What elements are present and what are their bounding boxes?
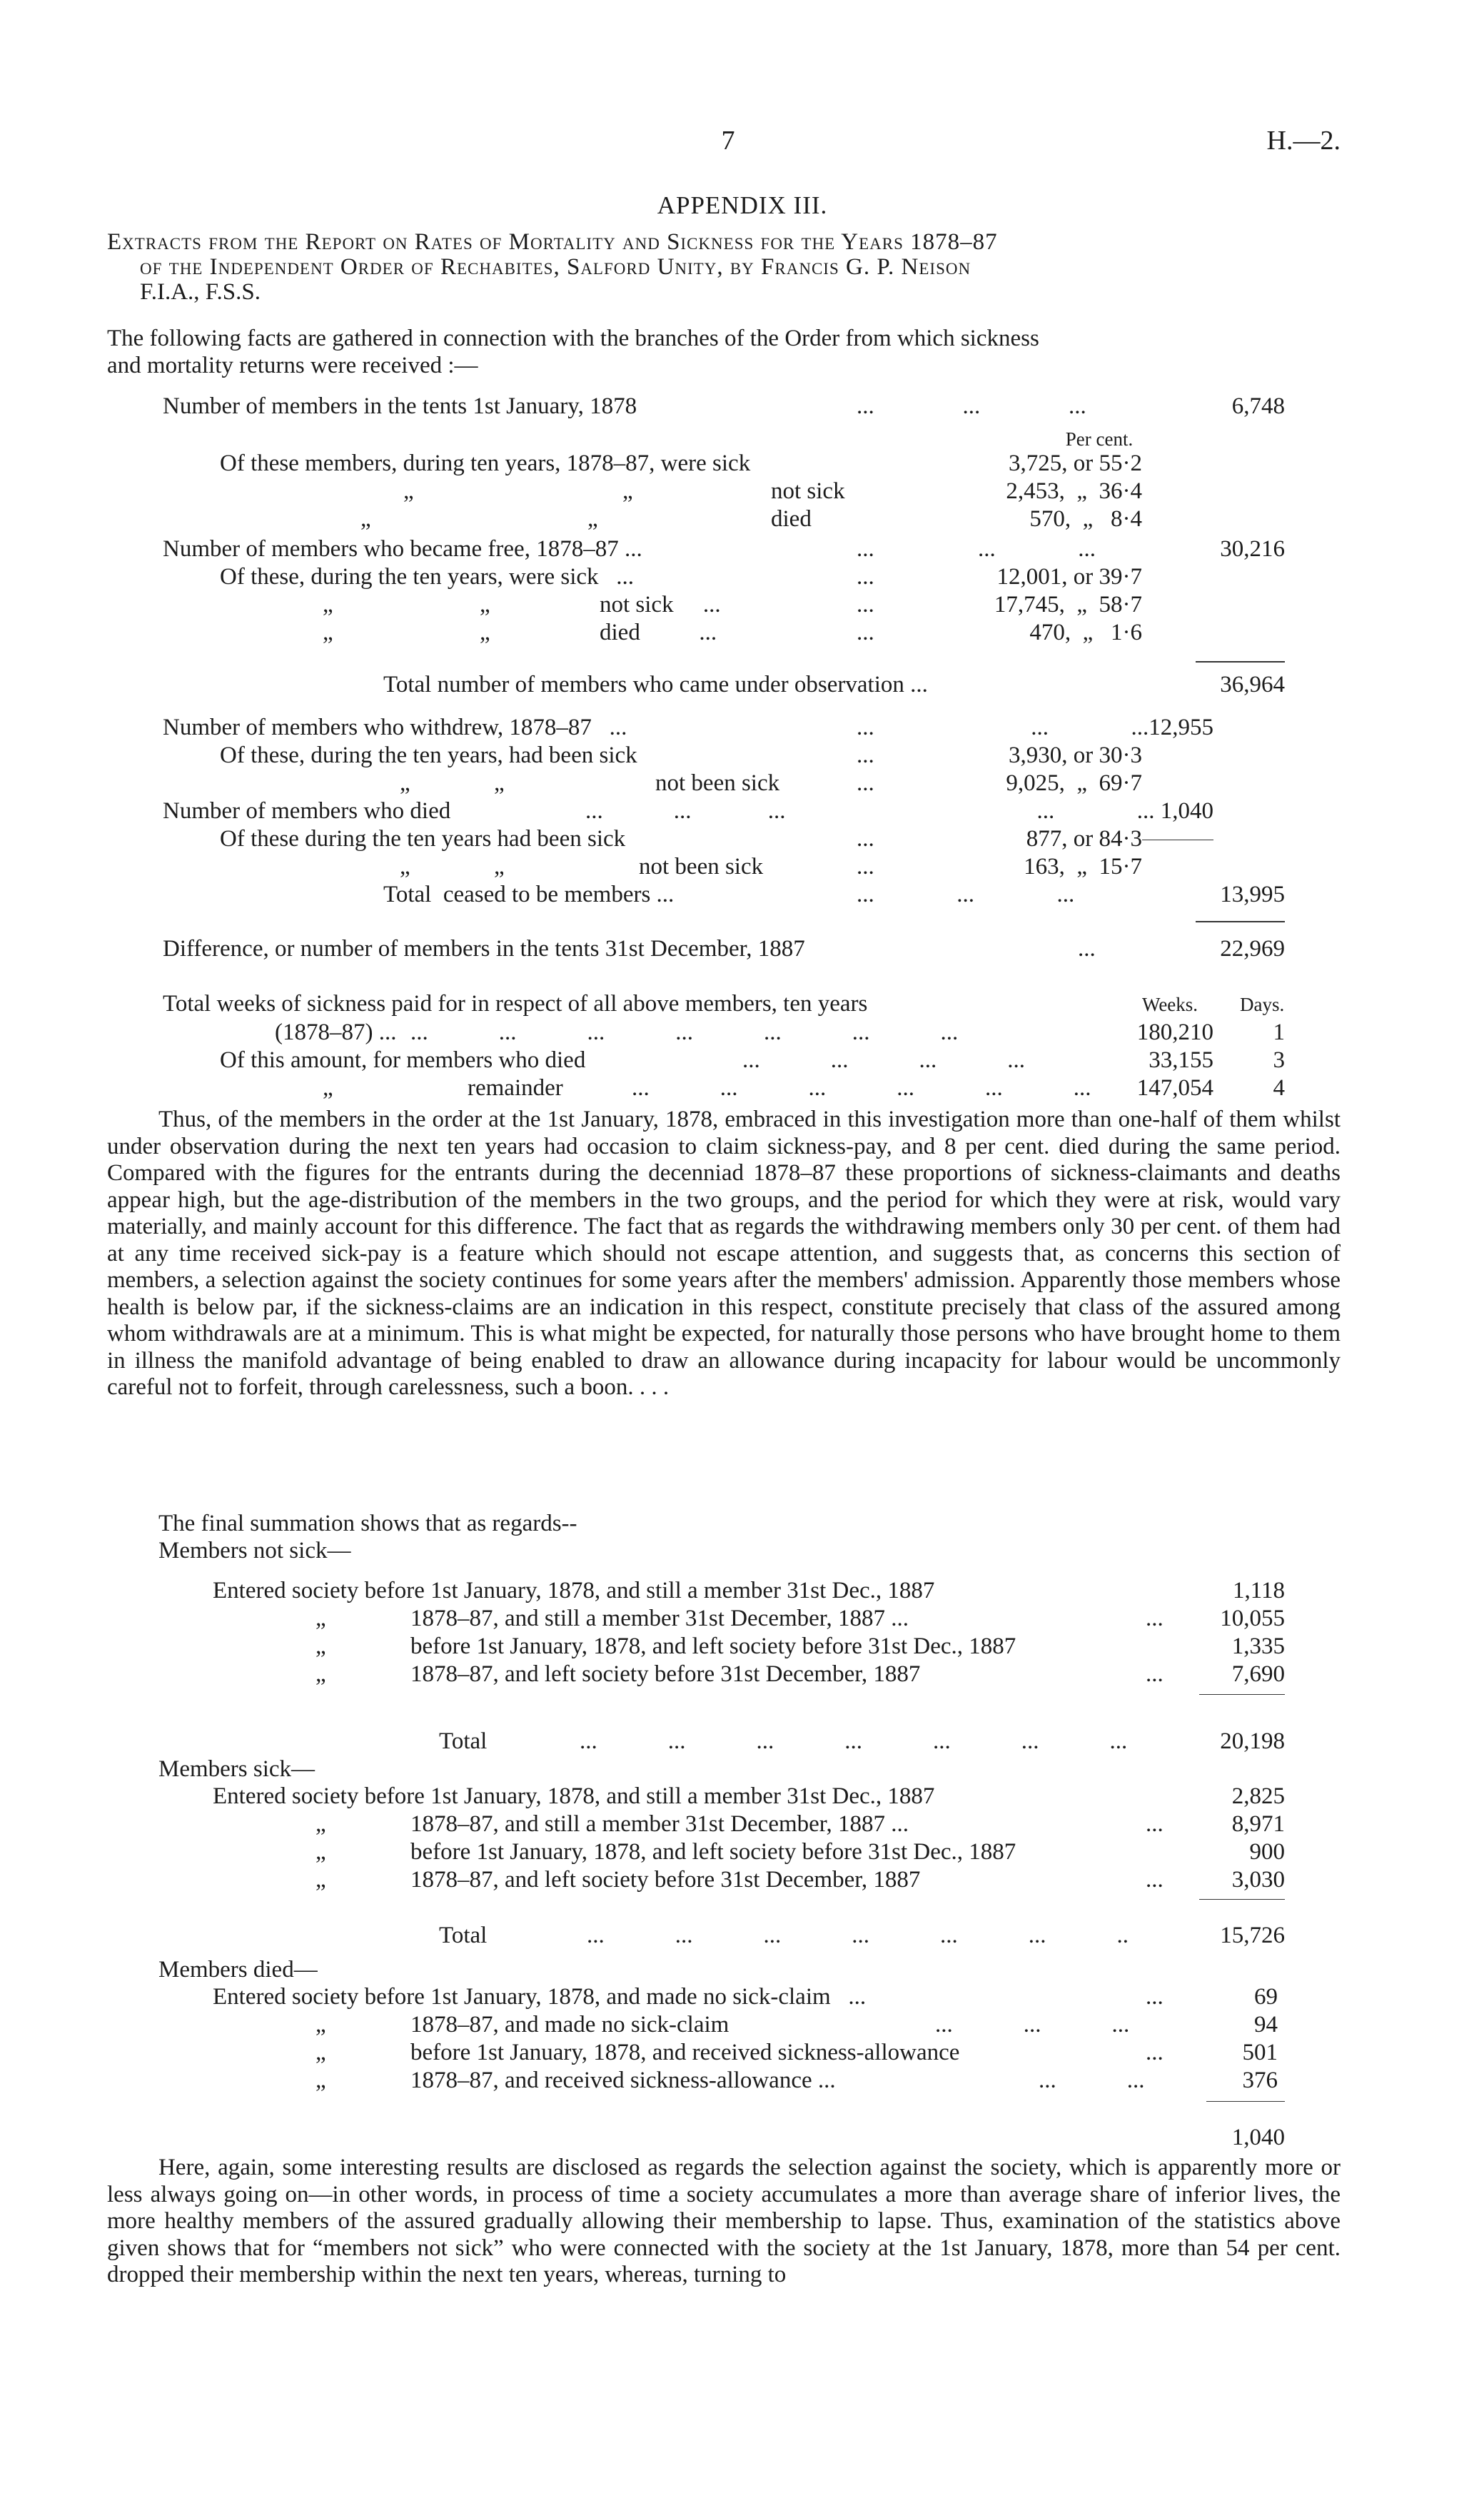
summation-row-dots: ... (1146, 1867, 1164, 1893)
row-withdrew-value: ... ...12,955 (1031, 715, 1213, 740)
subtitle-line-3: F.I.A., F.S.S. (140, 279, 261, 305)
appendix-title: APPENDIX III. (657, 191, 828, 219)
rule (1199, 1899, 1285, 1900)
document-reference: H.—2. (1266, 126, 1341, 156)
days-header: Days. (1240, 994, 1285, 1015)
ditto-mark: „ (494, 854, 505, 880)
row-withdrew-not-sick-label: not been sick (655, 770, 780, 796)
ditto-mark: „ (400, 854, 410, 880)
row-free-not-sick-value: 17,745, „ 58·7 (994, 592, 1142, 618)
row-free-died-value: 470, „ 1·6 (1029, 620, 1142, 645)
row-free-sick-dots: ... (857, 564, 874, 590)
row-free-not-sick-label: not sick ... (600, 592, 721, 618)
weeks-row-total-days: 1 (1273, 1019, 1285, 1045)
weeks-row-total-weeks: 180,210 (1136, 1019, 1213, 1045)
row-died-sick-label: Of these during the ten years had been sick (220, 826, 626, 852)
summation-row-label: 1878–87, and still a member 31st December, 1887 ... (410, 1606, 909, 1631)
row-died-not-sick-dots: ... (857, 854, 874, 880)
summation-row-dots: ... (1146, 1606, 1164, 1631)
ditto-mark: „ (316, 1661, 326, 1687)
summation-row-dots: ... ... (1039, 2068, 1145, 2093)
summation-row-label: before 1st January, 1878, and left society before 31st Dec., 1887 (410, 1839, 1016, 1865)
summation-total-value: 20,198 (1220, 1728, 1285, 1754)
summation-total-value: 1,040 (1231, 2125, 1285, 2150)
row-withdrew-not-sick-value: 9,025, „ 69·7 (1006, 770, 1142, 796)
row-became-free-mid: ... ... (978, 536, 1096, 562)
row-members-died-value: ... ... 1,040 (1036, 798, 1213, 824)
row-died-not-sick-value: 163, „ 15·7 (1024, 854, 1142, 880)
ditto-mark: „ (480, 592, 490, 618)
row-not-sick-value: 2,453, „ 36·4 (1006, 478, 1142, 504)
subtitle-line-1: Extracts from the Report on Rates of Mortality and Sickness for the Years 1878–87 (107, 229, 998, 255)
row-withdrew-label: Number of members who withdrew, 1878–87 ... (163, 715, 627, 740)
row-free-died-dots: ... (857, 620, 874, 645)
summation-total-dots: ... ... ... ... ... ... ... (580, 1728, 1128, 1754)
weeks-row-remainder-dots: ... ... ... ... ... ... (632, 1075, 1091, 1101)
weeks-row-remainder-weeks: 147,054 (1136, 1075, 1213, 1101)
summation-row-dots: ... (1146, 1811, 1164, 1837)
row-members-1878-total: 6,748 (1231, 393, 1285, 419)
row-total-observation-label: Total number of members who came under observation ... (383, 672, 928, 698)
ditto-mark: „ (323, 620, 333, 645)
summation-row-value: 1,118 (1232, 1578, 1285, 1603)
ditto-mark: „ (316, 2068, 326, 2093)
summation-row-label: Entered society before 1st January, 1878, and still a member 31st Dec., 1887 (213, 1578, 935, 1603)
summation-row-value: 3,030 (1231, 1867, 1285, 1893)
rule (1196, 661, 1285, 663)
paragraph-text: Here, again, some interesting results are disclosed as regards the selection against the society, which is apparently more or less always going on—in other words, in process of time a society accumulates a more than average share of inferior lives, the more healthy members of the assured gradually allowing their membership to lapse. Thus, examination of the statistics above given shows that for “members not sick” who were connected with the society at the 1st January, 1878, more than 54 per cent. dropped their membership within the next ten years, whereas, turning to (107, 2155, 1341, 2287)
group-sick-heading: Members sick— (158, 1756, 316, 1782)
summation-row-label: 1878–87, and still a member 31st December, 1887 ... (410, 1811, 909, 1837)
row-free-died-label: died ... (600, 620, 717, 645)
row-withdrew-sick-label: Of these, during the ten years, had been sick (220, 742, 637, 768)
row-free-not-sick-dots: ... (857, 592, 874, 618)
row-free-sick-label: Of these, during the ten years, were sick ... (220, 564, 635, 590)
rule (1199, 1694, 1285, 1695)
ditto-mark: „ (316, 1811, 326, 1837)
ditto-mark: „ (622, 478, 633, 504)
intro-line-1: The following facts are gathered in connection with the branches of the Order from which sickness (107, 326, 1039, 351)
per-cent-header: Per cent. (1065, 428, 1134, 450)
summation-total-label: Total (439, 1923, 488, 1948)
row-total-ceased-total: 13,995 (1220, 882, 1285, 907)
group-died-heading: Members died— (158, 1957, 318, 1983)
row-withdrew-sick-dots: ... (857, 742, 874, 768)
ditto-mark: „ (316, 1839, 326, 1865)
summation-row-value: 10,055 (1220, 1606, 1285, 1631)
summation-row-label: before 1st January, 1878, and received sickness-allowance (410, 2040, 960, 2065)
ditto-mark: „ (360, 506, 371, 532)
ditto-mark: „ (494, 770, 505, 796)
weeks-row-died-days: 3 (1273, 1047, 1285, 1073)
page-number: 7 (721, 126, 735, 156)
summation-row-label: Entered society before 1st January, 1878, and still a member 31st Dec., 1887 (213, 1783, 935, 1809)
row-free-sick-value: 12,001, or 39·7 (996, 564, 1142, 590)
summation-total-value: 15,726 (1220, 1923, 1285, 1948)
intro-line-2: and mortality returns were received :— (107, 353, 478, 378)
row-were-sick-label: Of these members, during ten years, 1878–87, were sick (220, 450, 751, 476)
row-members-died-dots: ... ... ... (585, 798, 786, 824)
weeks-row-remainder-days: 4 (1273, 1075, 1285, 1101)
weeks-row-total-dots: ... ... ... ... ... ... ... (410, 1019, 959, 1045)
row-members-died-label: Number of members who died (163, 798, 451, 824)
summation-row-label: 1878–87, and received sickness-allowance ... (410, 2068, 836, 2093)
subtitle-line-2: of the Independent Order of Rechabites, Salford Unity, by Francis G. P. Neison (140, 254, 971, 280)
summation-row-label: Entered society before 1st January, 1878, and made no sick-claim ... (213, 1984, 867, 2010)
ditto-mark: „ (316, 1633, 326, 1659)
ditto-mark: „ (316, 1606, 326, 1631)
row-not-sick-label: not sick (771, 478, 845, 504)
row-died-sick-value: 877, or 84·3 (1026, 826, 1142, 852)
summation-row-value: 94 (1254, 2012, 1278, 2038)
summation-row-value: 900 (1249, 1839, 1285, 1865)
row-were-sick-value: 3,725, or 55·2 (1009, 450, 1142, 476)
ditto-mark: „ (323, 592, 333, 618)
paragraph-text: Thus, of the members in the order at the 1st January, 1878, embraced in this investigation more than one-half of them whilst under observation during the next ten years had occasion to claim sickness-pay, and 8 per cent. died during the same period. Compared with the figures for the entrants during the decenniad 1878–87 these proportions of sickness-claimants and deaths appear high, but the age-distribution of the members in the two groups, and the period for which they were at risk, would vary materially, and mainly account for this difference. The fact that as regards the withdrawing members only 30 per cent. of them had at any time received sick-pay is a feature which should not escape attention, and suggests that, as concerns this section of members, a selection against the society continues for some years after the members' admission. Apparently those members whose health is below par, if the sickness-claims are an indication in this respect, constitute precisely that class of the assured among whom withdrawals are at a minimum. This is what might be expected, for naturally those persons who have brought home to them in illness the manifold advantage of being enabled to draw an allowance during incapacity for labour would be uncommonly careful not to forfeit, through carelessness, such a boon. . . . (107, 1107, 1341, 1400)
row-difference-label: Difference, or number of members in the tents 31st December, 1887 (163, 936, 805, 962)
summation-row-label: before 1st January, 1878, and left society before 31st Dec., 1887 (410, 1633, 1016, 1659)
ditto-mark: „ (400, 770, 410, 796)
row-withdrew-dots: ... (857, 715, 874, 740)
ditto-mark: „ (316, 1867, 326, 1893)
row-became-free-label: Number of members who became free, 1878–87 ... (163, 536, 642, 562)
summation-row-value: 2,825 (1231, 1783, 1285, 1809)
weeks-label: Total weeks of sickness paid for in respect of all above members, ten years (163, 991, 868, 1017)
weeks-row-total-label: (1878–87) ... (275, 1019, 397, 1045)
row-died-value: 570, „ 8·4 (1029, 506, 1142, 532)
weeks-header: Weeks. (1142, 994, 1198, 1015)
row-members-1878-label: Number of members in the tents 1st January, 1878 (163, 393, 637, 419)
summation-row-value: 8,971 (1231, 1811, 1285, 1837)
row-total-observation-total: 36,964 (1220, 672, 1285, 698)
summation-row-label: 1878–87, and left society before 31st December, 1887 (410, 1867, 921, 1893)
summation-row-value: 501 (1242, 2040, 1278, 2065)
summation-row-value: 69 (1254, 1984, 1278, 2010)
summation-row-dots: ... ... ... (935, 2012, 1130, 2038)
summation-row-dots: ... (1146, 1661, 1164, 1687)
ditto-mark: „ (403, 478, 414, 504)
summation-row-label: 1878–87, and left society before 31st December, 1887 (410, 1661, 921, 1687)
row-total-ceased-dots: ... ... ... (857, 882, 1075, 907)
summation-total-dots: ... ... ... ... ... ... .. (587, 1923, 1129, 1948)
row-members-1878-dots: ... ... ... (857, 393, 1086, 419)
ditto-mark: „ (587, 506, 598, 532)
weeks-row-died-weeks: 33,155 (1149, 1047, 1213, 1073)
row-difference-dots: ... (1078, 936, 1096, 962)
summation-total-label: Total (439, 1728, 488, 1754)
summation-row-dots: ... (1146, 1984, 1164, 2010)
rule (1206, 2101, 1285, 2102)
row-withdrew-not-sick-dots: ... (857, 770, 874, 796)
summation-row-label: 1878–87, and made no sick-claim (410, 2012, 730, 2038)
row-became-free-total: 30,216 (1220, 536, 1285, 562)
summation-row-value: 376 (1242, 2068, 1278, 2093)
row-total-ceased-label: Total ceased to be members ... (383, 882, 675, 907)
ditto-mark: „ (323, 1075, 333, 1101)
summation-row-value: 7,690 (1231, 1661, 1285, 1687)
row-withdrew-sick-value: 3,930, or 30·3 (1009, 742, 1142, 768)
row-died-label: died (771, 506, 812, 532)
rule (1196, 921, 1285, 922)
ditto-mark: „ (316, 2012, 326, 2038)
ditto-mark: „ (480, 620, 490, 645)
weeks-row-remainder-label: remainder (468, 1075, 563, 1101)
summation-row-dots: ... (1146, 2040, 1164, 2065)
weeks-row-died-label: Of this amount, for members who died (220, 1047, 586, 1073)
summation-intro: The final summation shows that as regards-- (158, 1511, 577, 1536)
row-died-not-sick-label: not been sick (639, 854, 764, 880)
summation-row-value: 1,335 (1231, 1633, 1285, 1659)
weeks-row-died-dots: ... ... ... ... (742, 1047, 1025, 1073)
row-died-sick-dots: ... (857, 826, 874, 852)
commentary-paragraph-2 (107, 2155, 1341, 2289)
row-became-free-dots: ... (857, 536, 874, 562)
group-not-sick-heading: Members not sick— (158, 1538, 351, 1563)
row-difference-total: 22,969 (1220, 936, 1285, 962)
ditto-mark: „ (316, 2040, 326, 2065)
commentary-paragraph-1 (107, 1107, 1341, 1401)
